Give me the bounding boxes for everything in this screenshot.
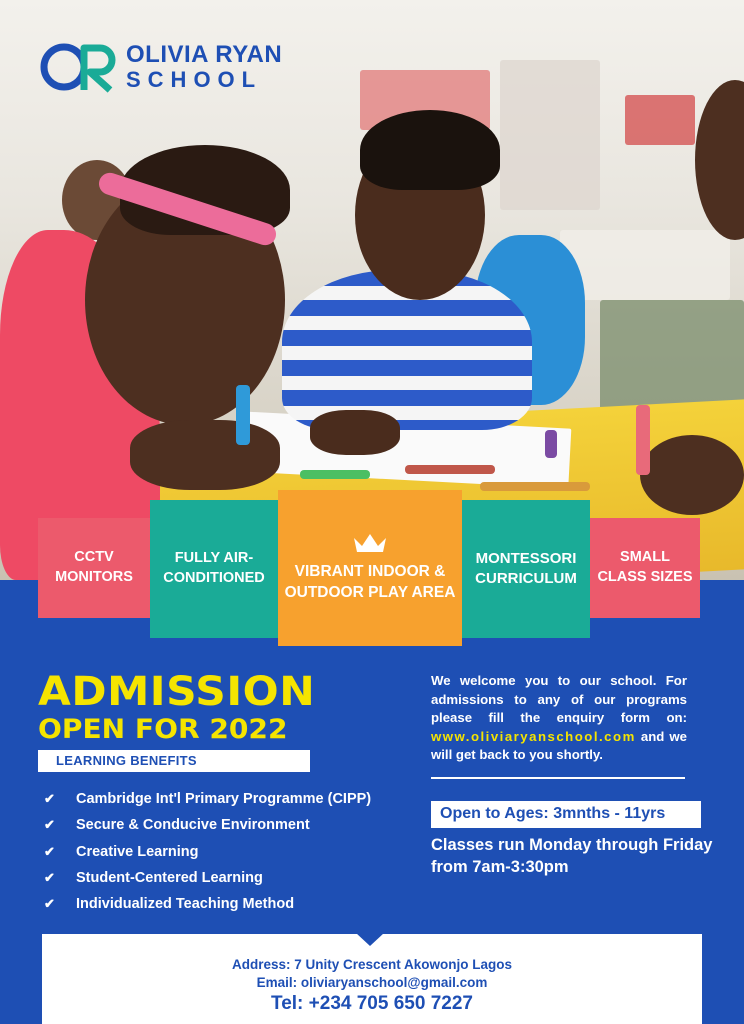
- email-text[interactable]: Email: oliviaryanschool@gmail.com: [256, 975, 488, 990]
- welcome-text: [431, 672, 687, 765]
- list-item: [44, 865, 371, 891]
- list-item: [44, 812, 371, 838]
- list-item: [44, 891, 371, 917]
- phone-text[interactable]: Tel: +234 705 650 7227: [271, 993, 473, 1014]
- check-icon: ✔: [44, 791, 55, 807]
- logo-mark-icon: [38, 40, 122, 94]
- welcome-outro: and we will get back to you shortly.: [431, 728, 687, 762]
- feature-montessori: MONTESSORI CURRICULUM: [462, 500, 590, 638]
- age-range-badge: Open to Ages: 3mnths - 11yrs: [431, 801, 701, 828]
- address-text: Address: 7 Unity Crescent Akowonjo Lagos: [231, 957, 513, 972]
- class-schedule: Classes run Monday through Friday from 7am-3:30pm: [431, 836, 713, 876]
- benefit-label: Cambridge Int'l Primary Programme (CIPP): [76, 791, 372, 808]
- brand-name: OLIVIA RYAN: [126, 41, 283, 68]
- feature-play-area-label: VIBRANT INDOOR & OUTDOOR PLAY AREA: [284, 563, 456, 601]
- crown-icon: [352, 532, 388, 554]
- benefits-list: [44, 786, 371, 917]
- contact-footer: [42, 934, 702, 1024]
- list-item: [44, 839, 371, 865]
- admission-title: ADMISSION: [38, 669, 316, 715]
- check-icon: ✔: [44, 817, 55, 833]
- benefit-label: Student-Centered Learning: [76, 870, 263, 887]
- check-icon: ✔: [44, 896, 55, 912]
- list-item: [44, 786, 371, 812]
- website-link[interactable]: www.oliviaryanschool.com: [431, 728, 636, 744]
- check-icon: ✔: [44, 843, 55, 859]
- benefit-label: Individualized Teaching Method: [76, 896, 295, 913]
- benefit-label: Creative Learning: [76, 843, 199, 860]
- learning-benefits-heading: LEARNING BENEFITS: [38, 750, 310, 772]
- feature-air-conditioned: FULLY AIR-CONDITIONED: [150, 500, 278, 638]
- check-icon: ✔: [44, 870, 55, 886]
- footer-notch: [356, 933, 384, 946]
- admission-headline: [38, 669, 316, 745]
- feature-play-area: [278, 490, 462, 646]
- school-logo: [38, 40, 282, 94]
- brand-subtitle: SCHOOL: [126, 67, 263, 92]
- divider: [431, 777, 685, 779]
- welcome-intro: We welcome you to our school. For admissions to any of our programs please fill the enquiry form on:: [431, 673, 687, 725]
- benefit-label: Secure & Conducive Environment: [76, 817, 310, 834]
- feature-cctv: CCTV MONITORS: [38, 518, 150, 618]
- admission-subtitle: OPEN FOR 2022: [38, 714, 288, 745]
- feature-small-class: SMALL CLASS SIZES: [590, 518, 700, 618]
